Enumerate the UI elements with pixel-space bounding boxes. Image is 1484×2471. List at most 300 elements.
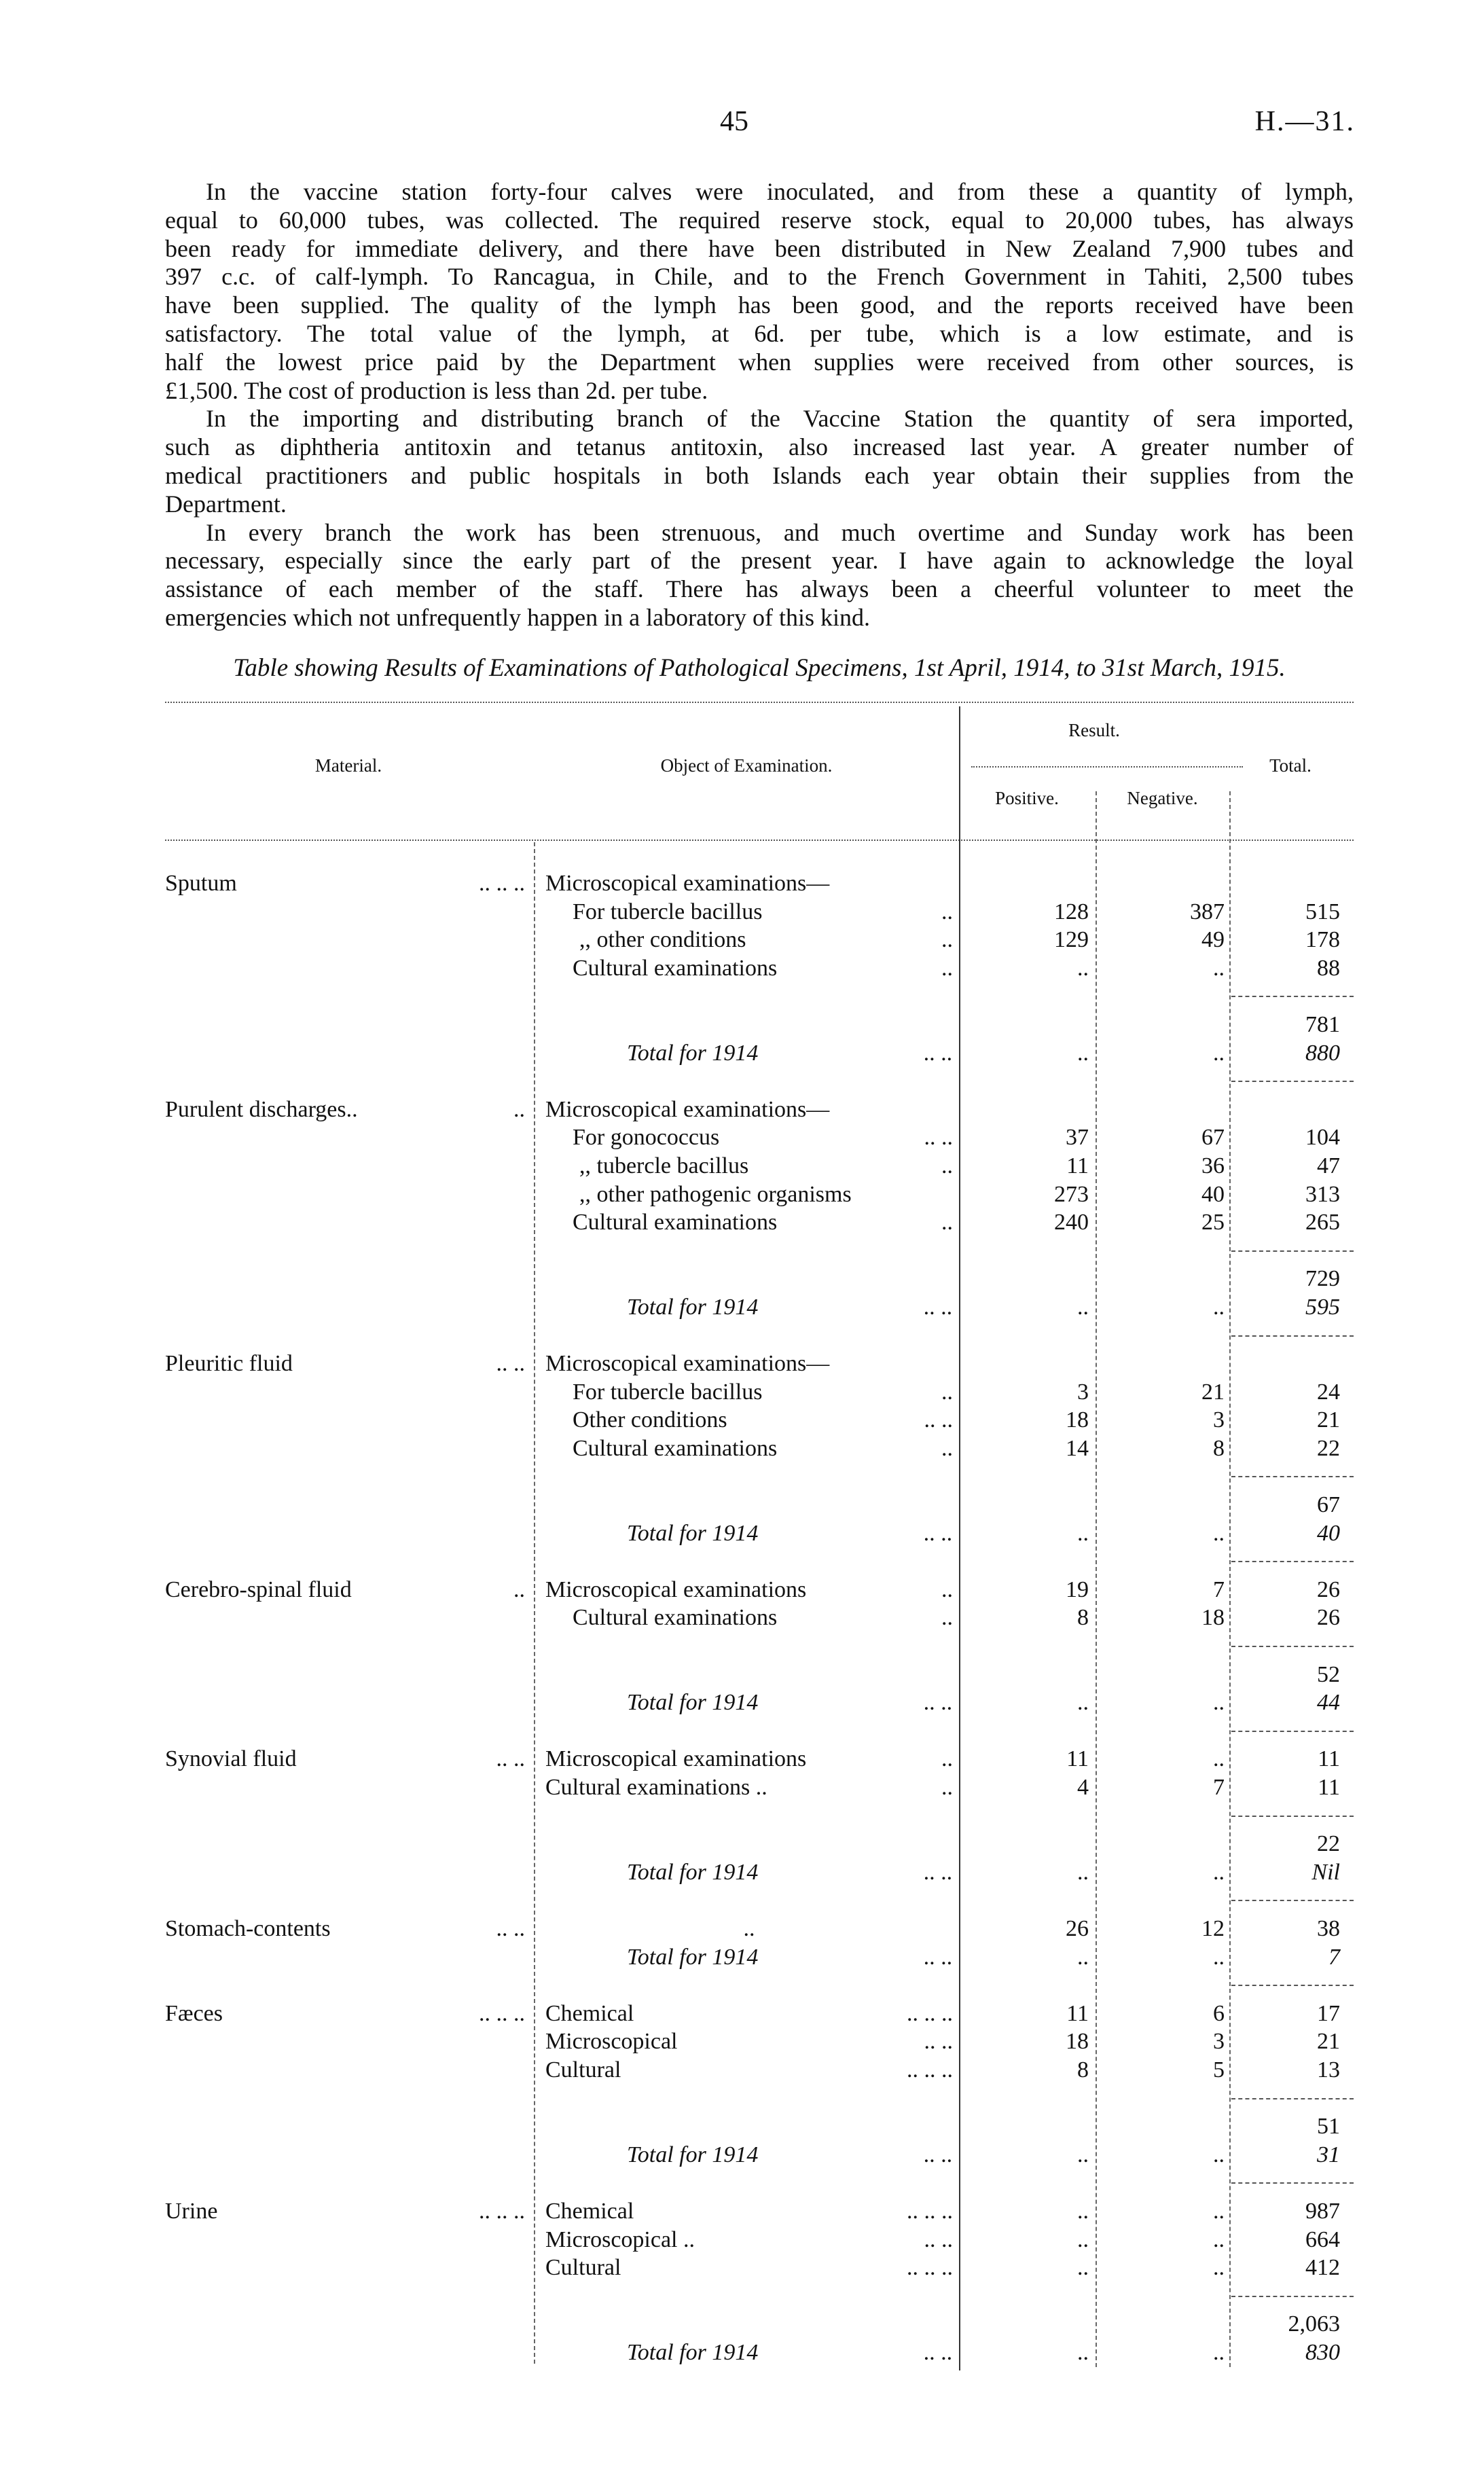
table-row xyxy=(165,1378,1354,1407)
subtotal-rule xyxy=(1231,996,1354,997)
object-leader: .. .. xyxy=(924,2029,953,2055)
total-1914-label: Total for 1914 xyxy=(627,1944,759,1970)
total-1914-positive: .. xyxy=(1077,1944,1089,1970)
object-cell xyxy=(545,1208,953,1237)
group-rule xyxy=(1231,2182,1354,2184)
total-1914-negative: .. xyxy=(1213,1520,1225,1546)
material-cell xyxy=(165,1350,525,1378)
object-label: Microscopical .. xyxy=(545,2226,695,2252)
total-1914-label: Total for 1914 xyxy=(627,2339,759,2365)
header-result: Result. xyxy=(1068,720,1120,740)
table-caption: Table showing Results of Examinations of Pathological Specimens, 1st April, 1914, to 31st March, 1915. xyxy=(233,654,1286,682)
header-material: Material. xyxy=(314,755,382,776)
material-leader: .. xyxy=(513,1096,525,1122)
negative-cell: 12 xyxy=(1201,1915,1225,1941)
table-row xyxy=(165,898,1354,926)
subtotal-rule xyxy=(1231,1816,1354,1817)
subtotal-row xyxy=(165,1830,1354,1858)
total-1914-value: Nil xyxy=(1311,1859,1340,1885)
table-row xyxy=(165,1576,1354,1604)
object-label: For tubercle bacillus xyxy=(573,1379,763,1405)
total-cell: 17 xyxy=(1317,2000,1340,2026)
total-1914-leader: .. .. xyxy=(924,1040,953,1066)
total-1914-label-cell xyxy=(545,1293,953,1322)
object-label: Cultural examinations xyxy=(573,1435,778,1461)
table-row xyxy=(165,1915,1354,1943)
object-leader: .. xyxy=(941,1605,953,1631)
object-leader: .. xyxy=(941,1379,953,1405)
object-label: Cultural examinations xyxy=(573,1605,778,1631)
object-leader: .. .. xyxy=(924,1407,953,1433)
material-cell xyxy=(165,2197,525,2226)
spacer-row xyxy=(165,1067,1354,1096)
positive-cell: 18 xyxy=(1066,1407,1089,1433)
positive-cell: 128 xyxy=(1054,899,1089,924)
group-rule xyxy=(1231,1731,1354,1732)
subtotal-rule xyxy=(1231,2098,1354,2099)
spacer-row xyxy=(165,1802,1354,1830)
object-label: ,, other conditions xyxy=(579,927,746,953)
total-1914-negative: .. xyxy=(1213,2142,1225,2167)
page-number: 45 xyxy=(720,106,748,137)
table-row xyxy=(165,2027,1354,2056)
total-1914-row xyxy=(165,1858,1354,1887)
table-row xyxy=(165,1604,1354,1632)
paragraph-line: necessary, especially since the early part of the present year. I have again to acknowledge the loyal xyxy=(165,547,1354,575)
total-1914-label-cell xyxy=(545,2339,953,2367)
object-leader: .. xyxy=(941,1775,953,1800)
object-cell xyxy=(545,1773,953,1802)
spacer-row xyxy=(165,1632,1354,1661)
positive-cell: 129 xyxy=(1054,927,1089,953)
group-rule xyxy=(1231,1561,1354,1562)
spacer-row xyxy=(165,1237,1354,1265)
material-leader: .. .. xyxy=(496,1351,525,1377)
group-rule xyxy=(1231,1985,1354,1986)
subtotal-row xyxy=(165,2310,1354,2339)
positive-cell: 18 xyxy=(1066,2029,1089,2055)
positive-cell: 14 xyxy=(1066,1435,1089,1461)
positive-cell: 4 xyxy=(1077,1775,1089,1800)
negative-cell: 67 xyxy=(1201,1125,1225,1151)
object-label: Microscopical xyxy=(545,2029,678,2055)
spacer-row xyxy=(165,982,1354,1011)
total-cell: 412 xyxy=(1305,2255,1340,2281)
table-row xyxy=(165,1152,1354,1180)
total-cell: 265 xyxy=(1305,1210,1340,1236)
positive-cell: .. xyxy=(1077,2226,1089,2252)
object-cell xyxy=(545,1123,953,1152)
subtotal-value: 729 xyxy=(1305,1266,1340,1292)
object-cell xyxy=(545,954,953,983)
total-1914-label: Total for 1914 xyxy=(627,2142,759,2167)
object-cell xyxy=(545,926,953,954)
positive-cell: 26 xyxy=(1066,1915,1089,1941)
object-leader: .. .. .. xyxy=(907,2255,953,2281)
positive-cell: 273 xyxy=(1054,1181,1089,1207)
material-cell xyxy=(165,1745,525,1773)
object-leader: .. .. .. xyxy=(907,2000,953,2026)
object-label: Microscopical examinations— xyxy=(545,1096,830,1122)
total-1914-negative: .. xyxy=(1213,1944,1225,1970)
table-row xyxy=(165,1773,1354,1802)
total-1914-value: 830 xyxy=(1305,2339,1340,2365)
object-cell xyxy=(545,1152,953,1180)
total-1914-label-cell xyxy=(545,1689,953,1717)
total-cell: 104 xyxy=(1305,1125,1340,1151)
total-cell: 178 xyxy=(1305,927,1340,953)
total-1914-positive: .. xyxy=(1077,1859,1089,1885)
total-cell: 38 xyxy=(1317,1915,1340,1941)
table-row xyxy=(165,869,1354,898)
total-1914-row xyxy=(165,1039,1354,1068)
paragraph-line: half the lowest price paid by the Department when supplies were received from other sources, is xyxy=(165,348,1354,376)
positive-cell: 37 xyxy=(1066,1125,1089,1151)
paragraph-line: equal to 60,000 tubes, was collected. The required reserve stock, equal to 20,000 tubes, has always xyxy=(165,206,1354,234)
total-1914-leader: .. .. xyxy=(924,1859,953,1885)
subtotal-row xyxy=(165,1265,1354,1293)
total-1914-negative: .. xyxy=(1213,2339,1225,2365)
table-row xyxy=(165,1350,1354,1378)
table-row xyxy=(165,2197,1354,2226)
positive-cell: .. xyxy=(1077,955,1089,981)
object-label: Cultural examinations xyxy=(573,955,778,981)
object-label: Chemical xyxy=(545,2000,634,2026)
total-1914-value: 7 xyxy=(1328,1944,1340,1970)
total-1914-leader: .. .. xyxy=(924,1294,953,1320)
material-label: Cerebro-spinal fluid xyxy=(165,1576,352,1602)
object-leader: .. .. .. xyxy=(907,2198,953,2224)
total-cell: 664 xyxy=(1305,2226,1340,2252)
total-cell: 47 xyxy=(1317,1153,1340,1178)
total-1914-label: Total for 1914 xyxy=(627,1294,759,1320)
object-cell xyxy=(545,1915,953,1943)
total-1914-leader: .. .. xyxy=(924,1520,953,1546)
table-row xyxy=(165,1435,1354,1463)
spacer-row xyxy=(165,1547,1354,1576)
subtotal-value: 52 xyxy=(1317,1661,1340,1687)
header-total: Total. xyxy=(1269,755,1311,776)
object-cell xyxy=(545,1096,953,1124)
total-cell: 13 xyxy=(1317,2057,1340,2082)
subtotal-value: 22 xyxy=(1317,1831,1340,1857)
total-cell: 26 xyxy=(1317,1576,1340,1602)
total-1914-label: Total for 1914 xyxy=(627,1040,759,1066)
spacer-row xyxy=(165,1971,1354,2000)
total-1914-row xyxy=(165,1689,1354,1717)
material-cell xyxy=(165,869,525,898)
object-cell xyxy=(545,1604,953,1632)
object-leader: .. xyxy=(941,1576,953,1602)
negative-cell: 8 xyxy=(1213,1435,1225,1461)
total-1914-label-cell xyxy=(545,1039,953,1068)
total-1914-negative: .. xyxy=(1213,1040,1225,1066)
table-row xyxy=(165,2000,1354,2028)
subtotal-value: 67 xyxy=(1317,1492,1340,1518)
table-row xyxy=(165,1208,1354,1237)
total-1914-row xyxy=(165,2339,1354,2367)
table-row xyxy=(165,2056,1354,2085)
material-leader: .. .. xyxy=(496,1915,525,1941)
object-leader: .. .. xyxy=(924,2226,953,2252)
total-1914-row xyxy=(165,2141,1354,2169)
subtotal-rule xyxy=(1231,2296,1354,2297)
subtotal-row xyxy=(165,1011,1354,1039)
material-leader: .. .. .. xyxy=(479,2198,525,2224)
negative-cell: 25 xyxy=(1201,1210,1225,1236)
group-rule xyxy=(1231,1081,1354,1082)
object-label: .. xyxy=(743,1915,755,1941)
spacer-row xyxy=(165,1462,1354,1491)
group-rule xyxy=(1231,1900,1354,1901)
total-1914-value: 31 xyxy=(1317,2142,1340,2167)
object-leader: .. .. xyxy=(924,1125,953,1151)
negative-cell: 7 xyxy=(1213,1775,1225,1800)
body-text xyxy=(165,178,1354,632)
total-1914-row xyxy=(165,1293,1354,1322)
spacer-row xyxy=(165,2282,1354,2311)
material-cell xyxy=(165,1915,525,1943)
total-1914-positive: .. xyxy=(1077,1520,1089,1546)
subtotal-rule xyxy=(1231,1646,1354,1647)
object-label: For gonococcus xyxy=(573,1125,720,1151)
paragraph-line: been ready for immediate delivery, and there have been distributed in New Zealand 7,900 tubes and xyxy=(165,234,1354,262)
total-1914-label-cell xyxy=(545,2141,953,2169)
subtotal-rule xyxy=(1231,1250,1354,1252)
object-leader: .. .. .. xyxy=(907,2057,953,2082)
paragraph-line: Department. xyxy=(165,490,287,518)
material-cell xyxy=(165,1096,525,1124)
material-label: Purulent discharges.. xyxy=(165,1096,358,1122)
material-leader: .. .. .. xyxy=(479,2000,525,2026)
spacer-row xyxy=(165,1322,1354,1350)
object-leader: .. xyxy=(941,1153,953,1178)
object-cell xyxy=(545,1406,953,1435)
total-1914-positive: .. xyxy=(1077,1040,1089,1066)
negative-cell: 36 xyxy=(1201,1153,1225,1178)
header-negative: Negative. xyxy=(1127,788,1198,808)
object-cell xyxy=(545,2254,953,2282)
paragraph-line: 397 c.c. of calf-lymph. To Rancagua, in Chile, and to the French Government in Tahiti, 2,500 tubes xyxy=(165,263,1354,291)
table-row xyxy=(165,1406,1354,1435)
total-1914-leader: .. .. xyxy=(924,1944,953,1970)
negative-cell: .. xyxy=(1213,2226,1225,2252)
paragraph-line: medical practitioners and public hospitals in both Islands each year obtain their supplies from the xyxy=(165,461,1354,489)
positive-cell: 3 xyxy=(1077,1379,1089,1405)
total-1914-value: 595 xyxy=(1305,1294,1340,1320)
spacer-row xyxy=(165,2169,1354,2197)
object-cell xyxy=(545,1180,953,1209)
object-cell xyxy=(545,1435,953,1463)
material-label: Sputum xyxy=(165,871,237,896)
positive-cell: 19 xyxy=(1066,1576,1089,1602)
total-cell: 26 xyxy=(1317,1605,1340,1631)
negative-cell: 21 xyxy=(1201,1379,1225,1405)
negative-cell: 6 xyxy=(1213,2000,1225,2026)
total-1914-negative: .. xyxy=(1213,1859,1225,1885)
paragraph xyxy=(165,519,1354,632)
object-cell xyxy=(545,2197,953,2226)
object-cell xyxy=(545,1350,953,1378)
object-label: Microscopical examinations— xyxy=(545,871,830,896)
result-rule xyxy=(971,766,1243,768)
object-cell xyxy=(545,869,953,898)
object-cell xyxy=(545,2226,953,2254)
object-label: ,, other pathogenic organisms xyxy=(579,1181,852,1207)
paragraph xyxy=(165,178,1354,405)
subtotal-value: 781 xyxy=(1305,1011,1340,1037)
negative-cell: 3 xyxy=(1213,2029,1225,2055)
header-positive: Positive. xyxy=(995,788,1059,808)
total-1914-label-cell xyxy=(545,1858,953,1887)
document-code: H.—31. xyxy=(1254,106,1355,137)
spacer-row xyxy=(165,1886,1354,1915)
table-row xyxy=(165,2226,1354,2254)
paragraph-line: assistance of each member of the staff. There has always been a cheerful volunteer to meet the xyxy=(165,575,1354,603)
header-top-rule xyxy=(165,702,1354,703)
material-label: Urine xyxy=(165,2198,218,2224)
paragraph-line: such as diphtheria antitoxin and tetanus antitoxin, also increased last year. A greater number of xyxy=(165,433,1354,461)
total-1914-label-cell xyxy=(545,1519,953,1548)
material-cell xyxy=(165,2000,525,2028)
total-1914-leader: .. .. xyxy=(924,2339,953,2365)
object-cell xyxy=(545,1576,953,1604)
total-1914-positive: .. xyxy=(1077,2142,1089,2167)
table-row xyxy=(165,1180,1354,1209)
object-cell xyxy=(545,2000,953,2028)
total-cell: 24 xyxy=(1317,1379,1340,1405)
total-1914-value: 44 xyxy=(1317,1690,1340,1716)
material-leader: .. .. .. xyxy=(479,871,525,896)
table-row xyxy=(165,2254,1354,2282)
object-label: Cultural examinations xyxy=(573,1210,778,1236)
negative-cell: .. xyxy=(1213,2255,1225,2281)
object-cell xyxy=(545,1745,953,1773)
total-cell: 11 xyxy=(1318,1775,1340,1800)
total-1914-positive: .. xyxy=(1077,1690,1089,1716)
material-leader: .. xyxy=(513,1576,525,1602)
positive-cell: 11 xyxy=(1066,1746,1089,1772)
total-1914-value: 40 xyxy=(1317,1520,1340,1546)
spacer-row xyxy=(165,1717,1354,1746)
object-label: Cultural xyxy=(545,2057,621,2082)
subtotal-row xyxy=(165,1491,1354,1519)
total-1914-negative: .. xyxy=(1213,1294,1225,1320)
subtotal-row xyxy=(165,1661,1354,1689)
paragraph-line: have been supplied. The quality of the lymph has been good, and the reports received have been xyxy=(165,291,1354,319)
total-1914-label: Total for 1914 xyxy=(627,1859,759,1885)
total-1914-label-cell xyxy=(545,1943,953,1972)
negative-cell: .. xyxy=(1213,1746,1225,1772)
object-leader: .. xyxy=(941,1746,953,1772)
positive-cell: .. xyxy=(1077,2198,1089,2224)
object-label: ,, tubercle bacillus xyxy=(579,1153,749,1178)
subtotal-value: 51 xyxy=(1317,2114,1340,2140)
material-label: Stomach-contents xyxy=(165,1915,331,1941)
total-1914-value: 880 xyxy=(1305,1040,1340,1066)
positive-cell: 11 xyxy=(1066,1153,1089,1178)
total-cell: 21 xyxy=(1317,1407,1340,1433)
total-cell: 88 xyxy=(1317,955,1340,981)
negative-cell: 5 xyxy=(1213,2057,1225,2082)
paragraph-line: satisfactory. The total value of the lymph, at 6d. per tube, which is a low estimate, and is xyxy=(165,319,1354,347)
material-label: Synovial fluid xyxy=(165,1746,297,1772)
negative-cell: 49 xyxy=(1201,927,1225,953)
negative-cell: 18 xyxy=(1201,1605,1225,1631)
object-leader: .. xyxy=(941,955,953,981)
paragraph-line: In the importing and distributing branch of the Vaccine Station the quantity of sera imported, xyxy=(206,405,1354,433)
total-1914-leader: .. .. xyxy=(924,2142,953,2167)
table-row xyxy=(165,1123,1354,1152)
positive-cell: 8 xyxy=(1077,1605,1089,1631)
negative-cell: .. xyxy=(1213,955,1225,981)
table-row xyxy=(165,926,1354,954)
object-leader: .. xyxy=(941,927,953,953)
total-cell: 987 xyxy=(1305,2198,1340,2224)
object-cell xyxy=(545,1378,953,1407)
group-rule xyxy=(1231,1335,1354,1337)
negative-cell: 7 xyxy=(1213,1576,1225,1602)
material-label: Fæces xyxy=(165,2000,223,2026)
object-label: Microscopical examinations— xyxy=(545,1351,830,1377)
total-1914-row xyxy=(165,1943,1354,1972)
object-label: Cultural examinations .. xyxy=(545,1775,767,1800)
paragraph-line: In the vaccine station forty-four calves were inoculated, and from these a quantity of lymph, xyxy=(206,178,1354,205)
table-row xyxy=(165,1745,1354,1773)
positive-cell: 240 xyxy=(1054,1210,1089,1236)
object-cell xyxy=(545,2056,953,2085)
negative-cell: 3 xyxy=(1213,1407,1225,1433)
total-cell: 515 xyxy=(1305,899,1340,924)
negative-cell: 40 xyxy=(1201,1181,1225,1207)
material-leader: .. .. xyxy=(496,1746,525,1772)
object-leader: .. xyxy=(941,1210,953,1236)
total-cell: 313 xyxy=(1305,1181,1340,1207)
material-cell xyxy=(165,1576,525,1604)
total-1914-negative: .. xyxy=(1213,1690,1225,1716)
header-bottom-rule xyxy=(165,840,1354,841)
total-1914-positive: .. xyxy=(1077,1294,1089,1320)
object-label: Cultural xyxy=(545,2255,621,2281)
object-label: For tubercle bacillus xyxy=(573,899,763,924)
total-1914-leader: .. .. xyxy=(924,1690,953,1716)
spacer-row xyxy=(165,2085,1354,2113)
total-1914-label: Total for 1914 xyxy=(627,1690,759,1716)
subtotal-row xyxy=(165,2112,1354,2141)
total-cell: 21 xyxy=(1317,2029,1340,2055)
paragraph-line: In every branch the work has been strenuous, and much overtime and Sunday work has been xyxy=(206,518,1354,546)
total-1914-positive: .. xyxy=(1077,2339,1089,2365)
negative-cell: .. xyxy=(1213,2198,1225,2224)
object-label: Chemical xyxy=(545,2198,634,2224)
table-row xyxy=(165,1096,1354,1124)
object-label: Other conditions xyxy=(573,1407,727,1433)
total-1914-label: Total for 1914 xyxy=(627,1520,759,1546)
total-1914-row xyxy=(165,1519,1354,1548)
table-row xyxy=(165,954,1354,983)
object-cell xyxy=(545,898,953,926)
negative-cell: 387 xyxy=(1190,899,1225,924)
subtotal-value: 2,063 xyxy=(1288,2311,1340,2337)
total-cell: 22 xyxy=(1317,1435,1340,1461)
subtotal-rule xyxy=(1231,1476,1354,1477)
positive-cell: 11 xyxy=(1066,2000,1089,2026)
positive-cell: .. xyxy=(1077,2255,1089,2281)
paragraph xyxy=(165,405,1354,518)
object-leader: .. xyxy=(941,1435,953,1461)
paragraph-line: emergencies which not unfrequently happen in a laboratory of this kind. xyxy=(165,603,871,631)
object-leader: .. xyxy=(941,899,953,924)
